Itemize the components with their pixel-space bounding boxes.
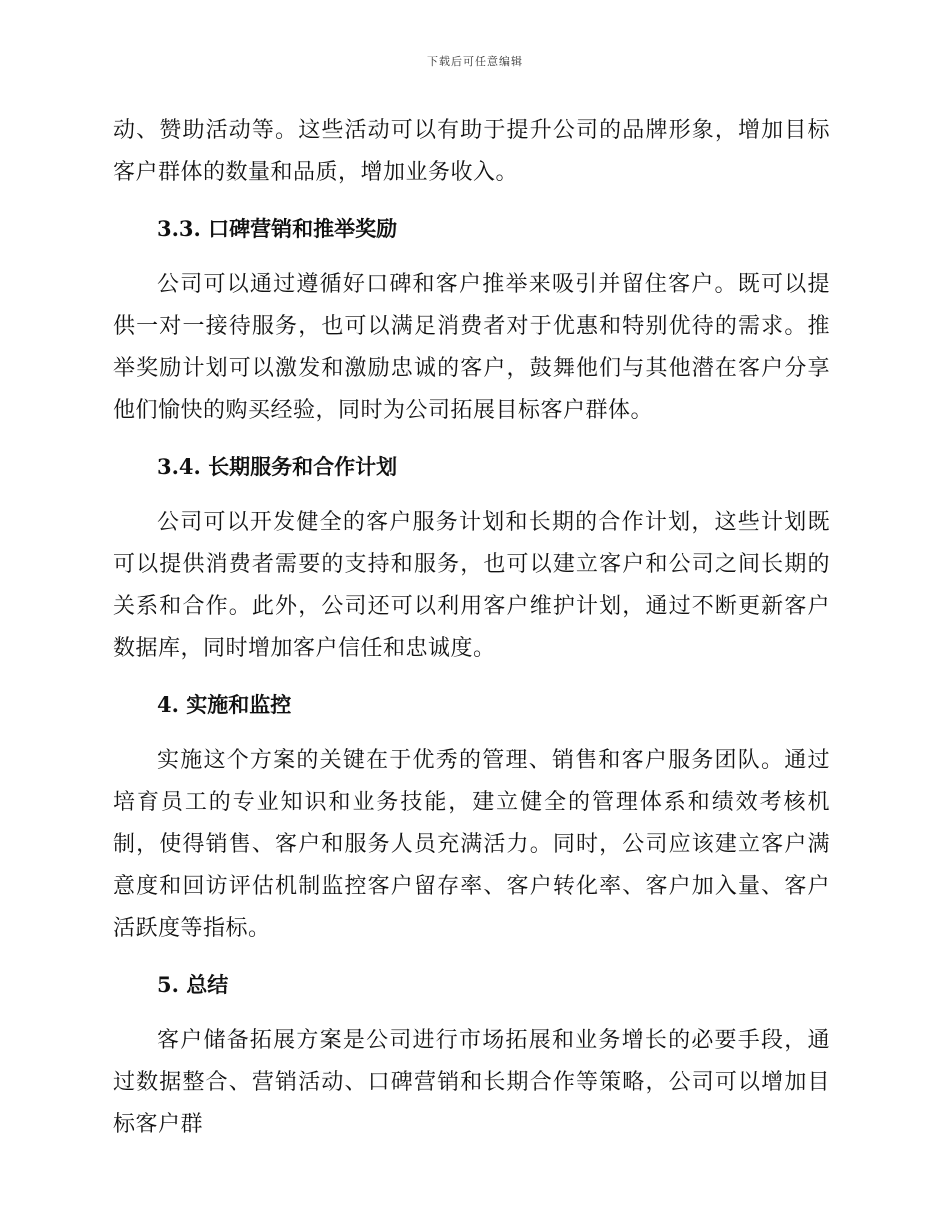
section-paragraph-5: 客户储备拓展方案是公司进行市场拓展和业务增长的必要手段，通过数据整合、营销活动、口碑营销和长期合作等策略，公司可以增加目标客户群: [113, 1028, 830, 1137]
intro-paragraph: 动、赞助活动等。这些活动可以有助于提升公司的品牌形象，增加目标客户群体的数量和品质，增加业务收入。: [113, 118, 830, 185]
section-heading-5: 5. 总结: [157, 972, 229, 997]
section-paragraph-3-4: 公司可以开发健全的客户服务计划和长期的合作计划，这些计划既可以提供消费者需要的支持和服务，也可以建立客户和公司之间长期的关系和合作。此外，公司还可以利用客户维护计划，通过不断更新客户数据库，同时增加客户信任和忠诚度。: [113, 510, 830, 661]
section-heading-4: 4. 实施和监控: [157, 692, 292, 717]
section-paragraph-4: 实施这个方案的关键在于优秀的管理、销售和客户服务团队。通过培育员工的专业知识和业务技能，建立健全的管理体系和绩效考核机制，使得销售、客户和服务人员充满活力。同时，公司应该建立客户满意度和回访评估机制监控客户留存率、客户转化率、客户加入量、客户活跃度等指标。: [113, 748, 830, 941]
section-heading-3-3: 3.3. 口碑营销和推举奖励: [157, 216, 398, 241]
section-paragraph-3-3: 公司可以通过遵循好口碑和客户推举来吸引并留住客户。既可以提供一对一接待服务，也可以满足消费者对于优惠和特别优待的需求。推举奖励计划可以激发和激励忠诚的客户，鼓舞他们与其他潜在客户分享他们愉快的购买经验，同时为公司拓展目标客户群体。: [113, 272, 830, 423]
document-body: [113, 110, 830, 1160]
page-header-note: 下载后可任意编辑: [427, 55, 523, 68]
section-heading-3-4: 3.4. 长期服务和合作计划: [157, 454, 398, 479]
